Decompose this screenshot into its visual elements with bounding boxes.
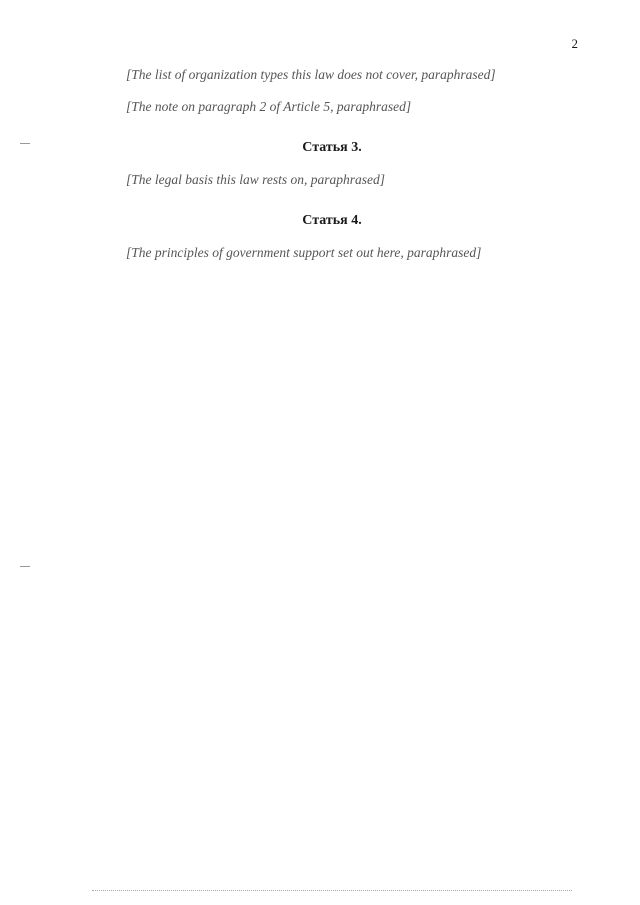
paragraph: [The legal basis this law rests on, paraphrased] <box>126 172 386 187</box>
document-body <box>92 66 572 262</box>
margin-mark <box>20 566 30 567</box>
article-3-heading: Статья 3. <box>302 140 362 155</box>
margin-mark <box>20 143 30 144</box>
paragraph: [The principles of government support set out here, paraphrased] <box>126 245 482 260</box>
paragraph: [The list of organization types this law does not cover, paraphrased] <box>126 67 496 82</box>
page-number: 2 <box>571 36 578 51</box>
article-4-heading: Статья 4. <box>302 213 362 228</box>
footer-scan-artifact <box>92 890 572 891</box>
paragraph: [The note on paragraph 2 of Article 5, paraphrased] <box>126 99 412 114</box>
